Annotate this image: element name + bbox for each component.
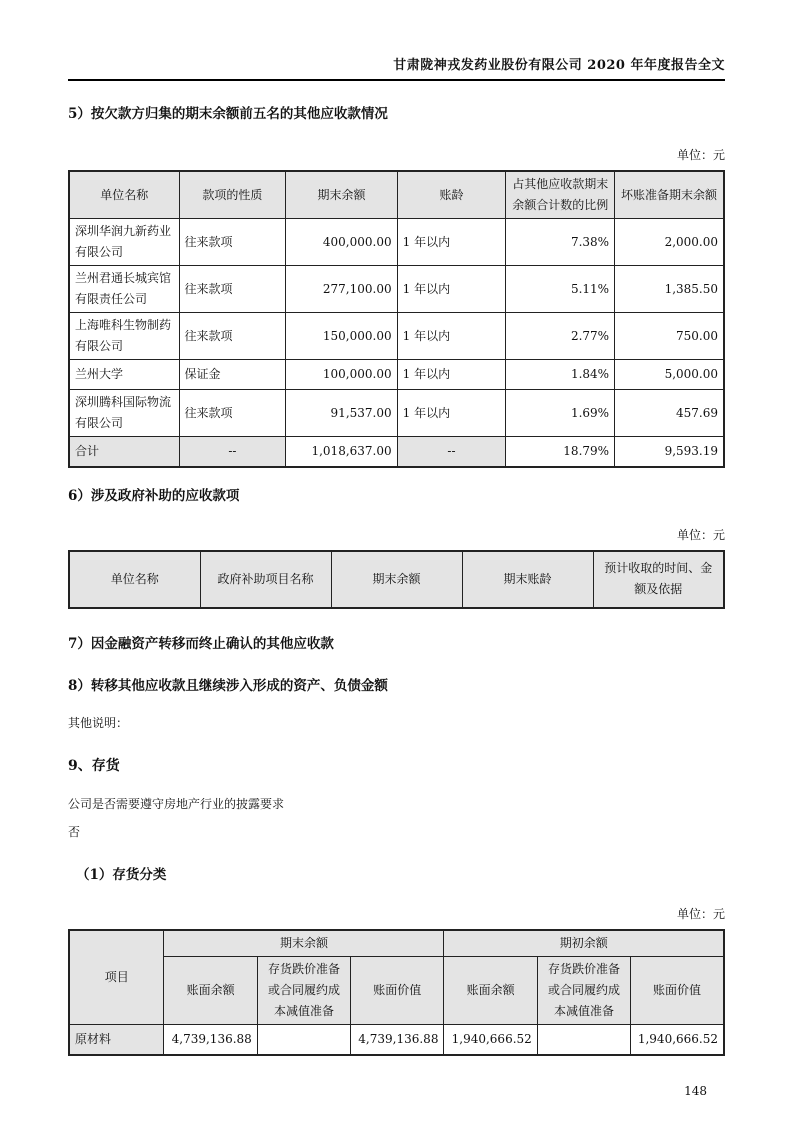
cell-unit-name: 深圳腾科国际物流有限公司 — [69, 390, 179, 437]
cell-aging: 1 年以内 — [397, 390, 506, 437]
header-cell: 期末余额 — [331, 551, 462, 608]
table-total-row — [69, 437, 724, 467]
cell-amount: 150,000.00 — [286, 313, 397, 360]
cell-ratio: 1.69% — [506, 390, 615, 437]
cell-ratio: 5.11% — [506, 266, 615, 313]
cell-nature: 往来款项 — [179, 313, 286, 360]
table-group-header-row — [69, 930, 724, 957]
cell-nature: 往来款项 — [179, 390, 286, 437]
cell-bad-debt: 457.69 — [615, 390, 724, 437]
cell-ratio: 7.38% — [506, 219, 615, 266]
cell-amount: 100,000.00 — [286, 360, 397, 390]
cell-begin-provision — [537, 1025, 630, 1055]
cell-end-value: 4,739,136.88 — [351, 1025, 444, 1055]
cell-end-balance: 4,739,136.88 — [164, 1025, 257, 1055]
table-government-subsidy-receivables — [68, 550, 725, 609]
header-cell: 占其他应收款期末余额合计数的比例 — [506, 171, 615, 219]
unit-label-2: 单位：元 — [676, 527, 725, 542]
table-subheader-row — [69, 957, 724, 1025]
header-cell: 期末账龄 — [462, 551, 593, 608]
cell-aging: -- — [397, 437, 506, 467]
table-inventory-classification — [68, 929, 725, 1056]
cell-unit-name: 兰州大学 — [69, 360, 179, 390]
cell-ratio: 2.77% — [506, 313, 615, 360]
table-row — [69, 1025, 724, 1055]
cell-bad-debt: 2,000.00 — [615, 219, 724, 266]
cell-nature: 往来款项 — [179, 266, 286, 313]
cell-amount: 277,100.00 — [286, 266, 397, 313]
header-cell: 账面价值 — [351, 957, 444, 1025]
cell-amount: 400,000.00 — [286, 219, 397, 266]
cell-amount: 91,537.00 — [286, 390, 397, 437]
table-row — [69, 266, 724, 313]
header-cell: 单位名称 — [69, 171, 179, 219]
unit-label-1: 单位：元 — [676, 148, 725, 162]
disclosure-answer: 否 — [68, 824, 81, 839]
cell-bad-debt: 5,000.00 — [615, 360, 724, 390]
header-cell: 账龄 — [397, 171, 506, 219]
header-cell: 存货跌价准备或合同履约成本减值准备 — [257, 957, 350, 1025]
cell-aging: 1 年以内 — [397, 219, 506, 266]
page-number: 148 — [684, 1083, 707, 1098]
cell-ratio: 1.84% — [506, 360, 615, 390]
running-header: 甘肃陇神戎发药业股份有限公司 2020 年年度报告全文 — [68, 0, 725, 81]
cell-begin-value: 1,940,666.52 — [631, 1025, 724, 1055]
table-header-row — [69, 171, 724, 219]
inventory-classification-heading: （1）存货分类 — [76, 866, 167, 883]
cell-amount: 1,018,637.00 — [286, 437, 397, 467]
section5-heading: 5）按欠款方归集的期末余额前五名的其他应收款情况 — [68, 106, 388, 122]
cell-bad-debt: 9,593.19 — [615, 437, 724, 467]
cell-unit-name: 深圳华润九新药业有限公司 — [69, 219, 179, 266]
cell-total-label: 合计 — [69, 437, 179, 467]
table-row — [69, 390, 724, 437]
table-header-row — [69, 551, 724, 608]
cell-end-provision — [257, 1025, 350, 1055]
header-cell: 款项的性质 — [179, 171, 286, 219]
table-row — [69, 360, 724, 390]
table-other-receivables-top5 — [68, 170, 725, 468]
header-cell: 预计收取的时间、金额及依据 — [593, 551, 724, 608]
header-cell-group-end: 期末余额 — [164, 930, 444, 957]
cell-aging: 1 年以内 — [397, 360, 506, 390]
cell-unit-name: 上海唯科生物制药有限公司 — [69, 313, 179, 360]
header-cell: 账面余额 — [444, 957, 537, 1025]
header-cell-item: 项目 — [69, 930, 164, 1025]
section6-heading: 6）涉及政府补助的应收款项 — [68, 487, 240, 504]
section9-heading: 9、存货 — [68, 757, 120, 774]
table-row — [69, 313, 724, 360]
cell-aging: 1 年以内 — [397, 313, 506, 360]
section8-heading: 8）转移其他应收款且继续涉入形成的资产、负债金额 — [68, 677, 388, 694]
header-cell: 账面余额 — [164, 957, 257, 1025]
cell-unit-name: 兰州君通长城宾馆有限责任公司 — [69, 266, 179, 313]
disclosure-question: 公司是否需要遵守房地产行业的披露要求 — [68, 796, 285, 811]
cell-bad-debt: 750.00 — [615, 313, 724, 360]
header-cell: 坏账准备期末余额 — [615, 171, 724, 219]
cell-begin-balance: 1,940,666.52 — [444, 1025, 537, 1055]
header-cell: 账面价值 — [631, 957, 724, 1025]
cell-nature: -- — [179, 437, 286, 467]
cell-ratio: 18.79% — [506, 437, 615, 467]
cell-nature: 往来款项 — [179, 219, 286, 266]
header-cell: 单位名称 — [69, 551, 200, 608]
cell-aging: 1 年以内 — [397, 266, 506, 313]
header-cell-group-begin: 期初余额 — [444, 930, 724, 957]
section7-heading: 7）因金融资产转移而终止确认的其他应收款 — [68, 635, 334, 652]
other-note: 其他说明： — [68, 715, 129, 730]
cell-nature: 保证金 — [179, 360, 286, 390]
header-cell: 存货跌价准备或合同履约成本减值准备 — [537, 957, 630, 1025]
header-cell: 期末余额 — [286, 171, 397, 219]
table-row — [69, 219, 724, 266]
unit-label-3: 单位：元 — [676, 906, 725, 921]
cell-bad-debt: 1,385.50 — [615, 266, 724, 313]
header-cell: 政府补助项目名称 — [200, 551, 331, 608]
cell-item: 原材料 — [69, 1025, 164, 1055]
